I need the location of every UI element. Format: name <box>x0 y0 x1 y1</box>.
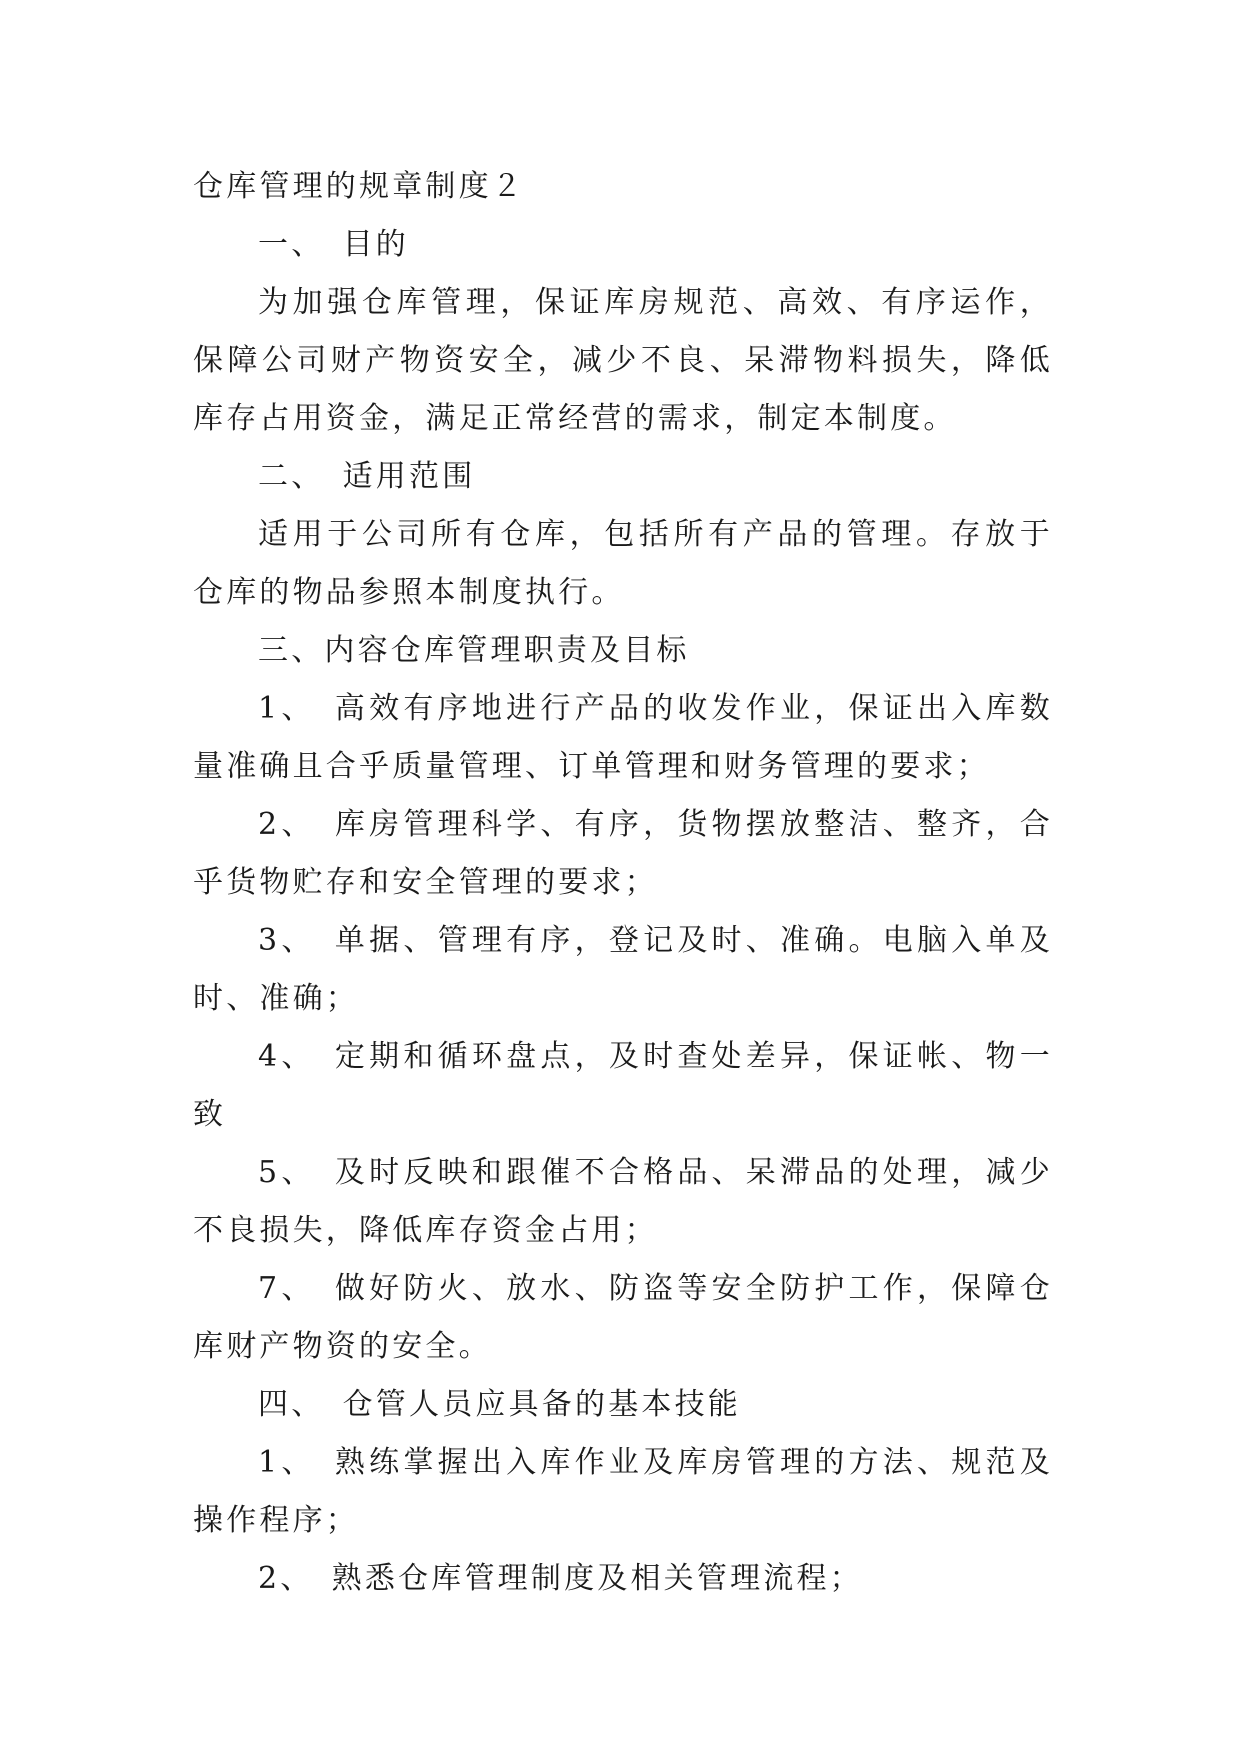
heading-scope: 二、 适用范围 <box>258 459 476 494</box>
list-item: 1、 熟练掌握出入库作业及库房管理的方法、规范及操作程序； <box>193 1445 1053 1538</box>
paragraph-purpose: 为加强仓库管理，保证库房规范、高效、有序运作，保障公司财产物资安全，减少不良、呆滞物料损失，降低库存占用资金，满足正常经营的需求，制定本制度。 <box>193 285 1053 436</box>
list-item: 4、 定期和循环盘点，及时查处差异，保证帐、物一致 <box>193 1039 1053 1132</box>
heading-skills: 四、 仓管人员应具备的基本技能 <box>258 1387 741 1422</box>
list-item: 2、 熟悉仓库管理制度及相关管理流程； <box>258 1561 863 1596</box>
list-item: 7、 做好防火、放水、防盗等安全防护工作，保障仓库财产物资的安全。 <box>193 1271 1053 1364</box>
list-item: 5、 及时反映和跟催不合格品、呆滞品的处理，减少不良损失，降低库存资金占用； <box>193 1155 1053 1248</box>
heading-responsibilities: 三、内容仓库管理职责及目标 <box>258 633 690 668</box>
heading-purpose: 一、 目的 <box>258 227 409 262</box>
document-title: 仓库管理的规章制度２ <box>193 169 525 204</box>
list-item: 1、 高效有序地进行产品的收发作业，保证出入库数量准确且合乎质量管理、订单管理和财务管理的要求； <box>193 691 1053 784</box>
paragraph-scope: 适用于公司所有仓库，包括所有产品的管理。存放于仓库的物品参照本制度执行。 <box>193 517 1053 610</box>
document-body <box>193 158 1053 1608</box>
list-item: 3、 单据、管理有序，登记及时、准确。电脑入单及时、准确； <box>193 923 1053 1016</box>
list-item: 2、 库房管理科学、有序，货物摆放整洁、整齐，合乎货物贮存和安全管理的要求； <box>193 807 1053 900</box>
